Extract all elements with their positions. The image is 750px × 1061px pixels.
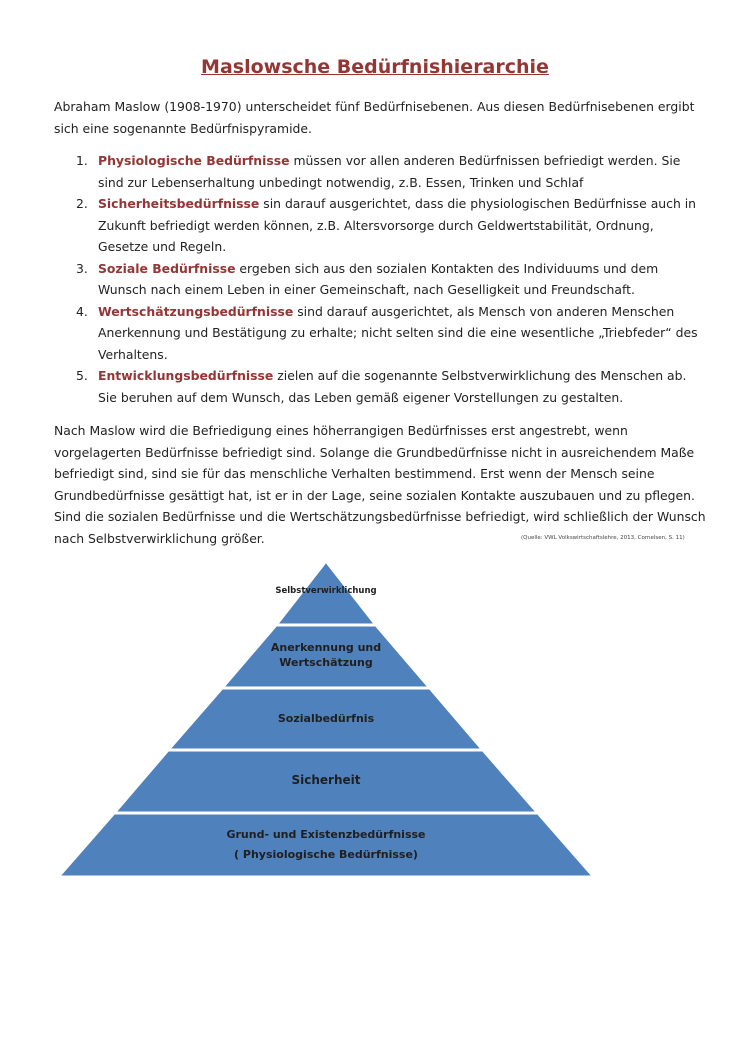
list-item-text: sin darauf ausgerichtet, dass die physiologischen Bedürfnisse auch in Zukunft befriedigt werden können, z.B. Altersvorsorge durch Geldwertstabilität, Ordnung, Gesetze und Regeln. — [98, 196, 697, 254]
list-item-text: sind darauf ausgerichtet, als Mensch von anderen Menschen Anerkennung und Bestätigung zu erhalte; nicht selten sind die eine wesentliche „Triebfeder“ des Verhaltens. — [98, 303, 698, 362]
tier-label-esteem — [236, 640, 416, 670]
list-item-text: müssen vor allen anderen Bedürfnissen befriedigt werden. Sie sind zur Lebenserhaltung unbedingt notwendig, z.B. Essen, Trinken und Schlaf — [98, 153, 681, 190]
intro-paragraph: Abraham Maslow (1908-1970) unterscheidet fünf Bedürfnisebenen. Aus diesen Bedürfnisebenen ergibt sich eine sogenannte Bedürfnispyramide. — [54, 99, 695, 136]
tier-label-physiological — [176, 827, 476, 862]
term-self-actualization: Entwicklungsbedürfnisse — [98, 368, 274, 383]
list-number: 1. — [76, 153, 88, 168]
term-physiological: Physiologische Bedürfnisse — [98, 153, 290, 168]
tier-label-line: Grund- und Existenzbedürfnisse — [226, 828, 426, 841]
tier-label-line: Selbstverwirklichung — [275, 586, 377, 596]
list-item-text: ergeben sich aus den sozialen Kontakten des Individuums und dem Wunsch nach einem Leben in einer Gemeinschaft, nach Geselligkeit und Freundschaft. — [98, 260, 659, 297]
tier-label-line: Sozialbedürfnis — [277, 712, 375, 725]
term-safety: Sicherheitsbedürfnisse — [98, 196, 260, 211]
list-item-text: zielen auf die sogenannte Selbstverwirklichung des Menschen ab. Sie beruhen auf dem Wunsch, das Leben gemäß eigener Vorstellungen zu gestalten. — [98, 368, 687, 405]
tier-label-self-actualization — [246, 585, 406, 597]
term-social: Soziale Bedürfnisse — [98, 260, 236, 276]
tier-label-safety — [226, 773, 426, 788]
tier-label-line: Sicherheit — [291, 773, 361, 787]
source-citation: (Quelle: VWL Volkswirtschaftslehre, 2013, Cornelsen, S. 11) — [521, 535, 685, 541]
explanation-paragraph: Nach Maslow wird die Befriedigung eines höherrangigen Bedürfnisses erst angestrebt, wenn vorgelagerten Bedürfnisse befriedigt sind. Solange die Grundbedürfnisse nicht in ausreichendem Maße befriedigt sind, sind sie für das menschliche Verhalten bestimmend. Erst wenn der Mensch seine Grundbedürfnisse gesättigt hat, ist er in der Lage, seine sozialen Kontakte auszubauen und zu pflegen. Sind die sozialen Bedürfnisse und die Wertschätzungsbedürfnisse befriedigt, wird schließlich der Wunsch nach Selbstverwirklichung größer. — [54, 423, 706, 546]
list-number: 5. — [76, 368, 88, 383]
term-esteem: Wertschätzungsbedürfnisse — [98, 303, 294, 319]
tier-label-line: Wertschätzung — [279, 656, 373, 669]
page-title: Maslowsche Bedürfnishierarchie — [201, 56, 549, 78]
tier-label-line: ( Physiologische Bedürfnisse) — [234, 848, 418, 861]
list-number: 4. — [76, 303, 88, 319]
list-number: 3. — [76, 260, 88, 276]
list-number: 2. — [76, 196, 88, 211]
tier-label-line: Anerkennung und — [270, 641, 382, 654]
tier-label-social — [226, 711, 426, 726]
